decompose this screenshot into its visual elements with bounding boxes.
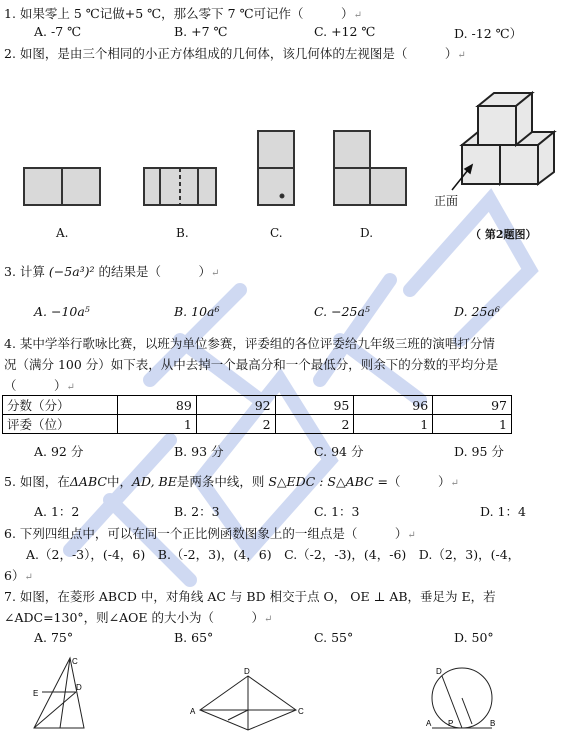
fig3-label: P <box>448 719 454 728</box>
table-row-header: 分数（分） <box>3 396 118 415</box>
front-label: 正面 <box>434 194 459 208</box>
q2-figure-d <box>334 131 406 205</box>
circle-figure <box>432 668 492 728</box>
table-cell: 97 <box>433 396 512 415</box>
q1-option-b: B. +7 ℃ <box>174 24 228 39</box>
table-row <box>3 396 512 415</box>
fig3-label: D <box>436 667 442 676</box>
q7-option-b: B. 65° <box>174 630 214 645</box>
bottom-figures <box>0 652 566 731</box>
q2-caption: （ 第2题图） <box>470 228 537 241</box>
q7-stem-line1: 7. 如图，在菱形 ABCD 中，对角线 AC 与 BD 相交于点 O， OE ⊥ AB，垂足为 E，若 <box>4 589 496 604</box>
q4-option-b: B. 93 分 <box>174 444 224 459</box>
q6-options-tail: 6）↵ <box>4 568 33 583</box>
q4-option-a: A. 92 分 <box>34 444 84 459</box>
q4-option-c: C. 94 分 <box>314 444 364 459</box>
q1-option-a: A. -7 ℃ <box>34 24 82 39</box>
q1-stem: 1. 如果零上 5 ℃记做+5 ℃，那么零下 7 ℃可记作（ ）↵ <box>4 6 362 21</box>
q2-figure-b <box>144 168 216 205</box>
q4-stem-line2: 况（满分 100 分）如下表，从中去掉一个最高分和一个最低分，则余下的分数的平均分是 <box>4 357 499 372</box>
table-cell: 96 <box>354 396 433 415</box>
q7-option-a: A. 75° <box>34 630 74 645</box>
q4-stem-line3: （ ）↵ <box>4 378 75 393</box>
q6-options-line: A.（2，-3），(-4，6) B.（-2，3)，(4，6) C.（-2，-3)，(4，-6) D.（2，3)，(-4， <box>26 547 521 562</box>
triangle-figure <box>34 658 84 728</box>
fig1-label: C <box>72 657 78 666</box>
fig3-label: B <box>490 719 496 728</box>
q5-option-a: A. 1：2 <box>34 504 80 519</box>
q2-label-a: A. <box>56 226 69 240</box>
q4-stem-line1: 4. 某中学举行歌咏比赛，以班为单位参赛，评委组的各位评委给九年级三班的演唱打分情 <box>4 336 495 351</box>
table-cell: 2 <box>275 415 354 434</box>
q7-option-c: C. 55° <box>314 630 354 645</box>
q2-label-c: C. <box>270 226 283 240</box>
rhombus-figure <box>200 676 296 730</box>
q3-option-b: B. 10a⁶ <box>174 304 220 319</box>
fig2-label: A <box>190 707 196 716</box>
q7-stem-line2: ∠ADC=130°，则∠AOE 的大小为（ ）↵ <box>4 610 273 625</box>
table-cell: 95 <box>275 396 354 415</box>
q4-score-table <box>2 395 512 434</box>
table-cell: 1 <box>433 415 512 434</box>
q2-cube-figure <box>462 93 554 184</box>
q3-option-d: D. 25a⁶ <box>454 304 500 319</box>
table-row <box>3 415 512 434</box>
fig2-label: C <box>298 707 304 716</box>
fig2-label: D <box>244 667 250 676</box>
q7-option-d: D. 50° <box>454 630 494 645</box>
q3-option-a: A. −10a⁵ <box>34 304 90 319</box>
q3-option-c: C. −25a⁵ <box>314 304 370 319</box>
table-cell: 89 <box>118 396 197 415</box>
fig1-label: D <box>76 683 82 692</box>
q2-stem: 2. 如图，是由三个相同的小正方体组成的几何体，该几何体的左视图是（ ）↵ <box>4 46 466 61</box>
q3-stem: 3. 计算 (−5a³)² 的结果是（ ）↵ <box>4 264 220 279</box>
q5-stem: 5. 如图，在ΔABC中，AD, BE是两条中线，则 S△EDC : S△ABC =（ ）↵ <box>4 474 459 489</box>
table-cell: 2 <box>196 415 275 434</box>
q5-option-d: D. 1：4 <box>480 504 526 519</box>
q5-option-c: C. 1：3 <box>314 504 360 519</box>
q2-figure-c <box>258 131 294 205</box>
q1-option-d: D. -12 ℃） <box>454 26 523 41</box>
q6-stem: 6. 下列四组点中，可以在同一个正比例函数图象上的一组点是（ ）↵ <box>4 526 416 541</box>
q2-label-d: D. <box>360 226 374 240</box>
table-cell: 1 <box>354 415 433 434</box>
q1-option-c: C. +12 ℃ <box>314 24 376 39</box>
fig1-label: E <box>33 689 39 698</box>
q2-figure-a <box>24 168 100 205</box>
q2-label-b: B. <box>176 226 189 240</box>
q4-option-d: D. 95 分 <box>454 444 504 459</box>
table-row-header: 评委（位） <box>3 415 118 434</box>
table-cell: 92 <box>196 396 275 415</box>
q5-option-b: B. 2：3 <box>174 504 220 519</box>
fig3-label: A <box>426 719 432 728</box>
table-cell: 1 <box>118 415 197 434</box>
